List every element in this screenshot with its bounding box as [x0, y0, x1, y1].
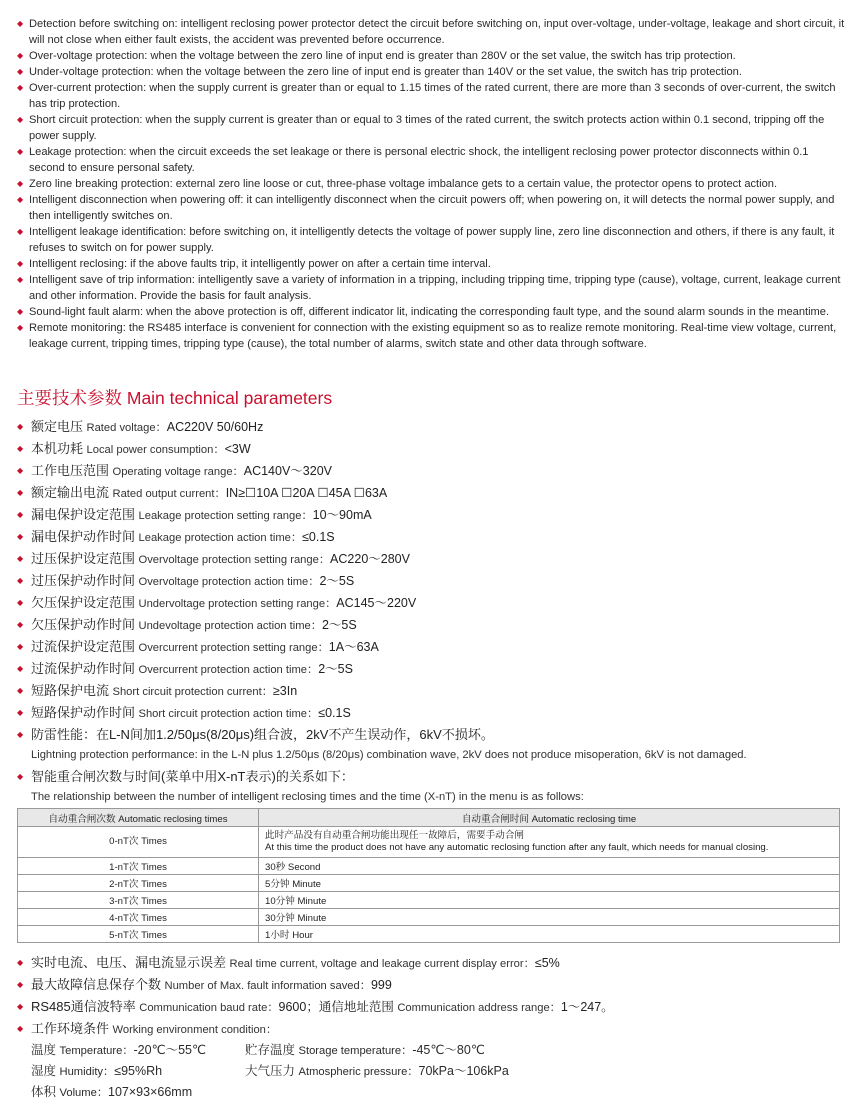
param-overcurrent-range: ◆ 过流保护设定范围 Overcurrent protection setting range：1A～63A	[17, 636, 847, 658]
table-cell-times: 0-nT次 Times	[18, 827, 259, 858]
env-volume: 体积 Volume：107×93×66mm	[31, 1085, 193, 1099]
table-cell-time: 1小时 Hour	[259, 926, 840, 943]
table-cell-times: 4-nT次 Times	[18, 909, 259, 926]
diamond-bullet-icon: ◆	[17, 51, 24, 60]
table-row	[18, 875, 840, 892]
table-cell-times: 1-nT次 Times	[18, 858, 259, 875]
diamond-bullet-icon: ◆	[17, 1002, 24, 1011]
table-cell-time: 30秒 Second	[259, 858, 840, 875]
section-title: 主要技术参数 Main technical parameters	[17, 388, 333, 408]
table-cell-time: 此时产品没有自动重合闸功能出现任一故障后，需要手动合闸 At this time the product does not have any automatic reclosing function after any fault, which needs for manual closing.	[259, 827, 840, 858]
diamond-bullet-icon: ◆	[17, 115, 24, 124]
diamond-bullet-icon: ◆	[17, 708, 24, 717]
feature-item: ◆ Intelligent disconnection when powering off: it can intelligently disconnect when the circuit powers off; when powering on, it will detects the normal power supply, and then intelligently switches on.	[17, 194, 835, 222]
param-rated-output-current: ◆ 额定输出电流 Rated output current：IN≥☐10A ☐20A ☐45A ☐63A	[17, 482, 847, 504]
param-display-error: ◆ 实时电流、电压、漏电流显示误差 Real time current, voltage and leakage current display error：≤5%	[17, 952, 847, 974]
reclosing-relation-english-note: The relationship between the number of intelligent reclosing times and the time (X-nT) in the menu is as follows:	[31, 791, 584, 803]
table-row	[18, 909, 840, 926]
diamond-bullet-icon: ◆	[17, 323, 24, 332]
table-cell-times: 3-nT次 Times	[18, 892, 259, 909]
feature-item: ◆ Intelligent save of trip information: intelligently save a variety of information in a tripping, including tripping time, tripping type (cause), voltage, current, leakage current and other information. Provide the basis for fault analysis.	[17, 274, 841, 302]
diamond-bullet-icon: ◆	[17, 147, 24, 156]
feature-item: ◆ Detection before switching on: intelligent reclosing power protector detect the circuit before switching on, input over-voltage, under-voltage, leakage and short circuit, it will not close when either fault exists, the accident was prevented before occurrence.	[17, 18, 845, 46]
feature-item: ◆ Sound-light fault alarm: when the above protection is off, different indicator lit, indicating the corresponding fault type, and the sound alarm sounds in the meantime.	[17, 306, 830, 318]
column-header-time: 自动重合闸时间 Automatic reclosing time	[259, 809, 840, 827]
table-row	[18, 892, 840, 909]
param-leakage-range: ◆ 漏电保护设定范围 Leakage protection setting range：10～90mA	[17, 504, 847, 526]
diamond-bullet-icon: ◆	[17, 19, 24, 28]
env-humidity: 湿度 Humidity：≤95%Rh	[31, 1064, 163, 1078]
env-storage-temperature: 贮存温度 Storage temperature：-45℃～80℃	[245, 1043, 485, 1057]
diamond-bullet-icon: ◆	[17, 307, 24, 316]
diamond-bullet-icon: ◆	[17, 179, 24, 188]
feature-item: ◆ Leakage protection: when the circuit exceeds the set leakage or there is personal electric shock, the intelligent reclosing power protector disconnects within 0.1 second to ensure personal safety.	[17, 146, 809, 174]
param-environment: ◆ 工作环境条件 Working environment condition：	[17, 1018, 847, 1040]
diamond-bullet-icon: ◆	[17, 598, 24, 607]
param-short-circuit-current: ◆ 短路保护电流 Short circuit protection current：≥3In	[17, 680, 847, 702]
param-lightning: ◆ 防雷性能：在L-N间加1.2/50μs(8/20μs)组合波，2kV不产生误动作，6kV不损坏。	[17, 724, 847, 746]
environment-details	[17, 1040, 847, 1103]
diamond-bullet-icon: ◆	[17, 422, 24, 431]
diamond-bullet-icon: ◆	[17, 664, 24, 673]
parameter-list-2	[17, 952, 847, 1103]
table-row	[18, 827, 840, 858]
diamond-bullet-icon: ◆	[17, 275, 24, 284]
diamond-bullet-icon: ◆	[17, 772, 24, 781]
diamond-bullet-icon: ◆	[17, 554, 24, 563]
table-cell-time: 10分钟 Minute	[259, 892, 840, 909]
diamond-bullet-icon: ◆	[17, 259, 24, 268]
diamond-bullet-icon: ◆	[17, 67, 24, 76]
param-leakage-time: ◆ 漏电保护动作时间 Leakage protection action time：≤0.1S	[17, 526, 847, 548]
table-cell-times: 5-nT次 Times	[18, 926, 259, 943]
lightning-english-note: Lightning protection performance: in the L-N plus 1.2/50μs (8/20μs) combination wave, 2kV does not produce misoperation, 6kV is not damaged.	[31, 749, 747, 761]
feature-item: ◆ Over-current protection: when the supply current is greater than or equal to 1.15 times of the rated current, there are more than 3 seconds of over-current, the switch has trip protection.	[17, 82, 836, 110]
table-cell-times: 2-nT次 Times	[18, 875, 259, 892]
feature-item: ◆ Short circuit protection: when the supply current is greater than or equal to 3 times of the rated current, the switch protects action within 0.1 second, tripping off the power supply.	[17, 114, 825, 142]
param-overcurrent-time: ◆ 过流保护动作时间 Overcurrent protection action time：2～5S	[17, 658, 847, 680]
param-operating-voltage: ◆ 工作电压范围 Operating voltage range：AC140V～320V	[17, 460, 847, 482]
diamond-bullet-icon: ◆	[17, 980, 24, 989]
feature-item: ◆ Intelligent reclosing: if the above faults trip, it intelligently power on after a certain time interval.	[17, 258, 491, 270]
param-rs485: ◆ RS485通信波特率 Communication baud rate：9600；通信地址范围 Communication address range：1～247。	[17, 996, 847, 1018]
column-header-times: 自动重合闸次数 Automatic reclosing times	[18, 809, 259, 827]
parameter-list	[17, 416, 847, 808]
feature-item: ◆ Intelligent leakage identification: before switching on, it intelligently detects the voltage of power supply line, zero line disconnection and others, if there is any fault, it refuses to switch on for power supply.	[17, 226, 835, 254]
table-row	[18, 926, 840, 943]
diamond-bullet-icon: ◆	[17, 1024, 24, 1033]
param-short-circuit-time: ◆ 短路保护动作时间 Short circuit protection action time：≤0.1S	[17, 702, 847, 724]
diamond-bullet-icon: ◆	[17, 488, 24, 497]
table-cell-time: 5分钟 Minute	[259, 875, 840, 892]
feature-item: ◆ Under-voltage protection: when the voltage between the zero line of input end is greater than 140V or the set value, the switch has trip protection.	[17, 66, 742, 78]
diamond-bullet-icon: ◆	[17, 510, 24, 519]
env-temperature: 温度 Temperature：-20℃～55℃	[31, 1043, 207, 1057]
table-header-row	[18, 809, 840, 827]
diamond-bullet-icon: ◆	[17, 83, 24, 92]
diamond-bullet-icon: ◆	[17, 686, 24, 695]
diamond-bullet-icon: ◆	[17, 195, 24, 204]
diamond-bullet-icon: ◆	[17, 730, 24, 739]
diamond-bullet-icon: ◆	[17, 466, 24, 475]
diamond-bullet-icon: ◆	[17, 444, 24, 453]
env-atmospheric-pressure: 大气压力 Atmospheric pressure：70kPa～106kPa	[245, 1064, 509, 1078]
param-max-fault-saved: ◆ 最大故障信息保存个数 Number of Max. fault information saved：999	[17, 974, 847, 996]
environment-row	[31, 1082, 847, 1103]
param-overvoltage-time: ◆ 过压保护动作时间 Overvoltage protection action time：2～5S	[17, 570, 847, 592]
diamond-bullet-icon: ◆	[17, 642, 24, 651]
diamond-bullet-icon: ◆	[17, 620, 24, 629]
feature-list	[17, 16, 847, 352]
feature-item: ◆ Over-voltage protection: when the voltage between the zero line of input end is greater than 280V or the set value, the switch has trip protection.	[17, 50, 736, 62]
environment-row	[31, 1040, 847, 1061]
diamond-bullet-icon: ◆	[17, 958, 24, 967]
param-power-consumption: ◆ 本机功耗 Local power consumption：<3W	[17, 438, 847, 460]
param-overvoltage-range: ◆ 过压保护设定范围 Overvoltage protection setting range：AC220～280V	[17, 548, 847, 570]
feature-item: ◆ Remote monitoring: the RS485 interface is convenient for connection with the existing equipment so as to realize remote monitoring. Real-time view voltage, current, leakage current, tripping times, tripping type (cause), the total number of alarms, switch state and other data through software.	[17, 322, 837, 350]
param-undervoltage-time: ◆ 欠压保护动作时间 Undevoltage protection action time：2～5S	[17, 614, 847, 636]
environment-row	[31, 1061, 847, 1082]
table-row	[18, 858, 840, 875]
diamond-bullet-icon: ◆	[17, 227, 24, 236]
reclosing-table	[17, 808, 840, 943]
feature-item: ◆ Zero line breaking protection: external zero line loose or cut, three-phase voltage imbalance gets to a certain value, the protector opens to protect action.	[17, 178, 778, 190]
table-cell-time: 30分钟 Minute	[259, 909, 840, 926]
diamond-bullet-icon: ◆	[17, 532, 24, 541]
param-rated-voltage: ◆ 额定电压 Rated voltage：AC220V 50/60Hz	[17, 416, 847, 438]
param-reclosing-relation: ◆ 智能重合闸次数与时间(菜单中用X-nT表示)的关系如下：	[17, 766, 847, 788]
param-undervoltage-range: ◆ 欠压保护设定范围 Undervoltage protection setting range：AC145～220V	[17, 592, 847, 614]
diamond-bullet-icon: ◆	[17, 576, 24, 585]
